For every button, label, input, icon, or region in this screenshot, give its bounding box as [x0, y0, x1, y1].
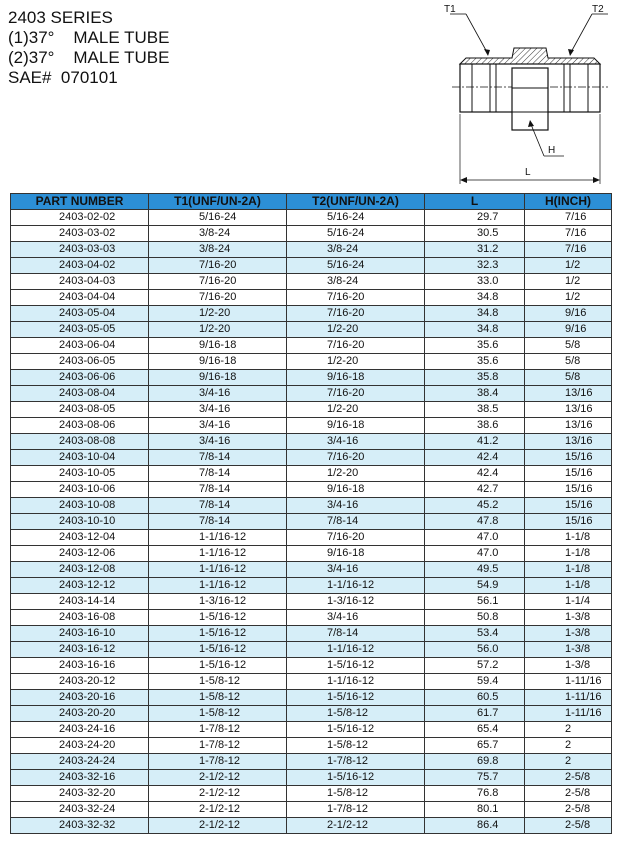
length-cell: 42.7 — [425, 482, 525, 498]
part-number-cell: 2403-16-08 — [11, 610, 149, 626]
length-cell: 30.5 — [425, 226, 525, 242]
t1-cell: 7/16-20 — [149, 258, 287, 274]
table-row — [11, 258, 612, 274]
length-cell: 56.0 — [425, 642, 525, 658]
length-cell: 53.4 — [425, 626, 525, 642]
thread-section — [460, 48, 600, 64]
length-cell: 59.4 — [425, 674, 525, 690]
t2-cell: 9/16-18 — [287, 546, 425, 562]
end-type-2: (2)37° MALE TUBE — [8, 48, 170, 67]
t2-cell: 3/8-24 — [287, 274, 425, 290]
part-number-cell: 2403-03-03 — [11, 242, 149, 258]
hex-cell: 5/8 — [525, 370, 612, 386]
table-row — [11, 242, 612, 258]
part-number-cell: 2403-32-24 — [11, 802, 149, 818]
t1-cell: 5/16-24 — [149, 210, 287, 226]
hex-cell: 1-1/4 — [525, 594, 612, 610]
t1-cell: 3/4-16 — [149, 402, 287, 418]
table-row — [11, 738, 612, 754]
length-cell: 80.1 — [425, 802, 525, 818]
hex-cell: 1-3/8 — [525, 658, 612, 674]
t1-cell: 1-7/8-12 — [149, 722, 287, 738]
t2-cell: 1-3/16-12 — [287, 594, 425, 610]
t1-cell: 2-1/2-12 — [149, 818, 287, 834]
table-row — [11, 450, 612, 466]
hex-cell: 2-5/8 — [525, 818, 612, 834]
t1-cell: 7/8-14 — [149, 482, 287, 498]
length-cell: 41.2 — [425, 434, 525, 450]
part-number-cell: 2403-06-06 — [11, 370, 149, 386]
t2-label: T2 — [592, 4, 604, 15]
length-cell: 35.6 — [425, 354, 525, 370]
part-number-cell: 2403-24-24 — [11, 754, 149, 770]
hex-cell: 1/2 — [525, 274, 612, 290]
length-cell: 42.4 — [425, 450, 525, 466]
t2-cell: 5/16-24 — [287, 258, 425, 274]
part-number-cell: 2403-08-05 — [11, 402, 149, 418]
length-cell: 47.0 — [425, 530, 525, 546]
table-row — [11, 802, 612, 818]
length-cell: 69.8 — [425, 754, 525, 770]
length-cell: 38.6 — [425, 418, 525, 434]
hex-cell: 2 — [525, 738, 612, 754]
length-cell: 65.7 — [425, 738, 525, 754]
table-row — [11, 226, 612, 242]
t2-cell: 1-5/16-12 — [287, 658, 425, 674]
length-cell: 33.0 — [425, 274, 525, 290]
parts-table — [10, 193, 612, 834]
t2-cell: 1/2-20 — [287, 402, 425, 418]
length-cell: 60.5 — [425, 690, 525, 706]
t2-cell: 1-7/8-12 — [287, 754, 425, 770]
table-row — [11, 770, 612, 786]
length-cell: 47.8 — [425, 514, 525, 530]
part-number-cell: 2403-02-02 — [11, 210, 149, 226]
t1-cell: 1-1/16-12 — [149, 546, 287, 562]
end-type-1: (1)37° MALE TUBE — [8, 28, 170, 47]
t2-cell: 1/2-20 — [287, 322, 425, 338]
t1-cell: 9/16-18 — [149, 370, 287, 386]
part-number-cell: 2403-06-04 — [11, 338, 149, 354]
hex-cell: 2-5/8 — [525, 802, 612, 818]
t1-cell: 3/8-24 — [149, 226, 287, 242]
t1-cell: 7/8-14 — [149, 498, 287, 514]
t1-cell: 1-1/16-12 — [149, 562, 287, 578]
t1-cell: 3/4-16 — [149, 418, 287, 434]
length-cell: 45.2 — [425, 498, 525, 514]
table-row — [11, 322, 612, 338]
table-row — [11, 338, 612, 354]
t1-cell: 9/16-18 — [149, 354, 287, 370]
t1-cell: 3/4-16 — [149, 386, 287, 402]
t1-cell: 2-1/2-12 — [149, 802, 287, 818]
t1-cell: 3/4-16 — [149, 434, 287, 450]
t2-cell: 1-1/16-12 — [287, 674, 425, 690]
table-row — [11, 658, 612, 674]
h-label: H — [548, 145, 556, 156]
t2-cell: 3/4-16 — [287, 562, 425, 578]
t1-cell: 2-1/2-12 — [149, 786, 287, 802]
part-number-cell: 2403-04-03 — [11, 274, 149, 290]
t2-cell: 1-1/16-12 — [287, 642, 425, 658]
col-header-l: L — [425, 194, 525, 210]
hex-cell: 13/16 — [525, 402, 612, 418]
table-row — [11, 370, 612, 386]
hex-cell: 1-11/16 — [525, 690, 612, 706]
table-row — [11, 546, 612, 562]
t2-cell: 5/16-24 — [287, 210, 425, 226]
part-number-cell: 2403-12-04 — [11, 530, 149, 546]
part-number-cell: 2403-10-08 — [11, 498, 149, 514]
hex-cell: 15/16 — [525, 482, 612, 498]
length-cell: 34.8 — [425, 306, 525, 322]
table-row — [11, 434, 612, 450]
part-number-cell: 2403-10-05 — [11, 466, 149, 482]
table-row — [11, 642, 612, 658]
hex-cell: 2 — [525, 754, 612, 770]
hex-cell: 2 — [525, 722, 612, 738]
t1-cell: 1-7/8-12 — [149, 754, 287, 770]
table-row — [11, 466, 612, 482]
length-cell: 65.4 — [425, 722, 525, 738]
table-row — [11, 578, 612, 594]
t2-cell: 2-1/2-12 — [287, 818, 425, 834]
table-row — [11, 530, 612, 546]
t1-cell: 7/8-14 — [149, 450, 287, 466]
t2-cell: 1-7/8-12 — [287, 802, 425, 818]
length-cell: 42.4 — [425, 466, 525, 482]
table-row — [11, 386, 612, 402]
table-row — [11, 418, 612, 434]
part-number-cell: 2403-16-10 — [11, 626, 149, 642]
part-number-cell: 2403-16-12 — [11, 642, 149, 658]
t2-cell: 7/16-20 — [287, 530, 425, 546]
table-row — [11, 514, 612, 530]
table-row — [11, 210, 612, 226]
t2-cell: 9/16-18 — [287, 482, 425, 498]
t2-cell: 3/8-24 — [287, 242, 425, 258]
t1-cell: 1-7/8-12 — [149, 738, 287, 754]
part-number-cell: 2403-32-20 — [11, 786, 149, 802]
hex-cell: 5/8 — [525, 338, 612, 354]
hex-cell: 1-1/8 — [525, 546, 612, 562]
table-row — [11, 610, 612, 626]
t1-label: T1 — [444, 4, 456, 15]
t2-cell: 1/2-20 — [287, 354, 425, 370]
series-title: 2403 SERIES — [8, 8, 113, 27]
part-number-cell: 2403-14-14 — [11, 594, 149, 610]
t2-cell: 1-5/16-12 — [287, 722, 425, 738]
hex-cell: 1-3/8 — [525, 610, 612, 626]
t2-cell: 9/16-18 — [287, 370, 425, 386]
length-cell: 35.6 — [425, 338, 525, 354]
t1-cell: 1-5/16-12 — [149, 658, 287, 674]
hex-cell: 15/16 — [525, 498, 612, 514]
t1-cell: 1-3/16-12 — [149, 594, 287, 610]
hex-cell: 13/16 — [525, 434, 612, 450]
t1-cell: 2-1/2-12 — [149, 770, 287, 786]
t2-cell: 3/4-16 — [287, 498, 425, 514]
part-number-cell: 2403-08-04 — [11, 386, 149, 402]
t1-cell: 7/8-14 — [149, 466, 287, 482]
part-number-cell: 2403-24-20 — [11, 738, 149, 754]
part-number-cell: 2403-10-06 — [11, 482, 149, 498]
part-number-cell: 2403-12-06 — [11, 546, 149, 562]
t2-cell: 7/16-20 — [287, 306, 425, 322]
part-number-cell: 2403-08-06 — [11, 418, 149, 434]
table-row — [11, 674, 612, 690]
table-row — [11, 498, 612, 514]
hex-cell: 15/16 — [525, 514, 612, 530]
length-cell: 57.2 — [425, 658, 525, 674]
hex-cell: 7/16 — [525, 210, 612, 226]
part-number-cell: 2403-16-16 — [11, 658, 149, 674]
t1-cell: 7/16-20 — [149, 290, 287, 306]
hex-cell: 7/16 — [525, 242, 612, 258]
hex-cell: 9/16 — [525, 322, 612, 338]
part-number-cell: 2403-20-16 — [11, 690, 149, 706]
length-cell: 32.3 — [425, 258, 525, 274]
hex-cell: 13/16 — [525, 386, 612, 402]
part-number-cell: 2403-32-32 — [11, 818, 149, 834]
t2-cell: 1-5/8-12 — [287, 786, 425, 802]
t1-cell: 1/2-20 — [149, 306, 287, 322]
hex-cell: 5/8 — [525, 354, 612, 370]
length-cell: 29.7 — [425, 210, 525, 226]
part-number-cell: 2403-20-12 — [11, 674, 149, 690]
part-number-cell: 2403-12-08 — [11, 562, 149, 578]
t1-cell: 7/16-20 — [149, 274, 287, 290]
part-number-cell: 2403-05-05 — [11, 322, 149, 338]
t2-cell: 3/4-16 — [287, 434, 425, 450]
table-header-row — [11, 194, 612, 210]
t2-cell: 5/16-24 — [287, 226, 425, 242]
hex-cell: 7/16 — [525, 226, 612, 242]
hex-cell: 1-11/16 — [525, 674, 612, 690]
length-cell: 76.8 — [425, 786, 525, 802]
hex-cell: 1/2 — [525, 258, 612, 274]
hex-cell: 1-3/8 — [525, 626, 612, 642]
t2-cell: 7/16-20 — [287, 450, 425, 466]
t2-cell: 1/2-20 — [287, 466, 425, 482]
col-header-t1: T1(UNF/UN-2A) — [149, 194, 287, 210]
hex-cell: 2-5/8 — [525, 786, 612, 802]
t2-cell: 1-5/8-12 — [287, 738, 425, 754]
hex-cell: 2-5/8 — [525, 770, 612, 786]
fitting-drawing — [430, 2, 615, 187]
t1-cell: 1-5/16-12 — [149, 642, 287, 658]
t2-cell: 7/8-14 — [287, 626, 425, 642]
t1-cell: 1-5/8-12 — [149, 690, 287, 706]
table-row — [11, 594, 612, 610]
hex-cell: 1-11/16 — [525, 706, 612, 722]
t2-cell: 7/8-14 — [287, 514, 425, 530]
table-row — [11, 722, 612, 738]
length-cell: 56.1 — [425, 594, 525, 610]
length-cell: 61.7 — [425, 706, 525, 722]
length-cell: 49.5 — [425, 562, 525, 578]
hex-cell: 1-3/8 — [525, 642, 612, 658]
t2-cell: 1-1/16-12 — [287, 578, 425, 594]
hex-cell: 1-1/8 — [525, 578, 612, 594]
parts-table-container — [10, 193, 611, 834]
table-row — [11, 290, 612, 306]
hex-cell: 9/16 — [525, 306, 612, 322]
table-row — [11, 274, 612, 290]
part-number-cell: 2403-03-02 — [11, 226, 149, 242]
table-row — [11, 354, 612, 370]
part-number-cell: 2403-32-16 — [11, 770, 149, 786]
t1-cell: 1-5/16-12 — [149, 626, 287, 642]
part-number-cell: 2403-12-12 — [11, 578, 149, 594]
table-row — [11, 626, 612, 642]
hex-cell: 1/2 — [525, 290, 612, 306]
series-header — [8, 8, 368, 88]
table-row — [11, 690, 612, 706]
part-number-cell: 2403-10-04 — [11, 450, 149, 466]
fitting-diagram-svg — [430, 2, 615, 187]
t1-cell: 1-5/8-12 — [149, 706, 287, 722]
table-row — [11, 818, 612, 834]
length-cell: 34.8 — [425, 322, 525, 338]
hex-cell: 13/16 — [525, 418, 612, 434]
length-cell: 75.7 — [425, 770, 525, 786]
t2-cell: 3/4-16 — [287, 610, 425, 626]
t2-cell: 7/16-20 — [287, 338, 425, 354]
t1-cell: 1-5/16-12 — [149, 610, 287, 626]
l-label: L — [525, 167, 531, 178]
t1-cell: 1/2-20 — [149, 322, 287, 338]
t1-cell: 1-5/8-12 — [149, 674, 287, 690]
part-number-cell: 2403-08-08 — [11, 434, 149, 450]
t2-cell: 1-5/16-12 — [287, 770, 425, 786]
hex-cell: 1-1/8 — [525, 530, 612, 546]
table-row — [11, 786, 612, 802]
t2-cell: 9/16-18 — [287, 418, 425, 434]
hex-cell: 15/16 — [525, 450, 612, 466]
t1-cell: 1-1/16-12 — [149, 578, 287, 594]
length-cell: 54.9 — [425, 578, 525, 594]
hex-cell: 1-1/8 — [525, 562, 612, 578]
col-header-part-number: PART NUMBER — [11, 194, 149, 210]
col-header-t2: T2(UNF/UN-2A) — [287, 194, 425, 210]
table-row — [11, 482, 612, 498]
col-header-h: H(INCH) — [525, 194, 612, 210]
table-row — [11, 306, 612, 322]
length-cell: 35.8 — [425, 370, 525, 386]
part-number-cell: 2403-06-05 — [11, 354, 149, 370]
length-cell: 47.0 — [425, 546, 525, 562]
length-cell: 38.5 — [425, 402, 525, 418]
table-row — [11, 562, 612, 578]
t1-cell: 1-1/16-12 — [149, 530, 287, 546]
table-row — [11, 754, 612, 770]
length-cell: 31.2 — [425, 242, 525, 258]
length-cell: 50.8 — [425, 610, 525, 626]
t2-cell: 1-5/8-12 — [287, 706, 425, 722]
length-cell: 38.4 — [425, 386, 525, 402]
t1-cell: 9/16-18 — [149, 338, 287, 354]
part-number-cell: 2403-05-04 — [11, 306, 149, 322]
part-number-cell: 2403-04-02 — [11, 258, 149, 274]
t1-cell: 3/8-24 — [149, 242, 287, 258]
table-row — [11, 706, 612, 722]
table-row — [11, 402, 612, 418]
part-number-cell: 2403-10-10 — [11, 514, 149, 530]
part-number-cell: 2403-20-20 — [11, 706, 149, 722]
hex-cell: 15/16 — [525, 466, 612, 482]
length-cell: 86.4 — [425, 818, 525, 834]
sae-number: SAE# 070101 — [8, 68, 118, 87]
t2-cell: 1-5/16-12 — [287, 690, 425, 706]
t2-cell: 7/16-20 — [287, 290, 425, 306]
length-cell: 34.8 — [425, 290, 525, 306]
t1-cell: 7/8-14 — [149, 514, 287, 530]
part-number-cell: 2403-04-04 — [11, 290, 149, 306]
part-number-cell: 2403-24-16 — [11, 722, 149, 738]
t2-cell: 7/16-20 — [287, 386, 425, 402]
